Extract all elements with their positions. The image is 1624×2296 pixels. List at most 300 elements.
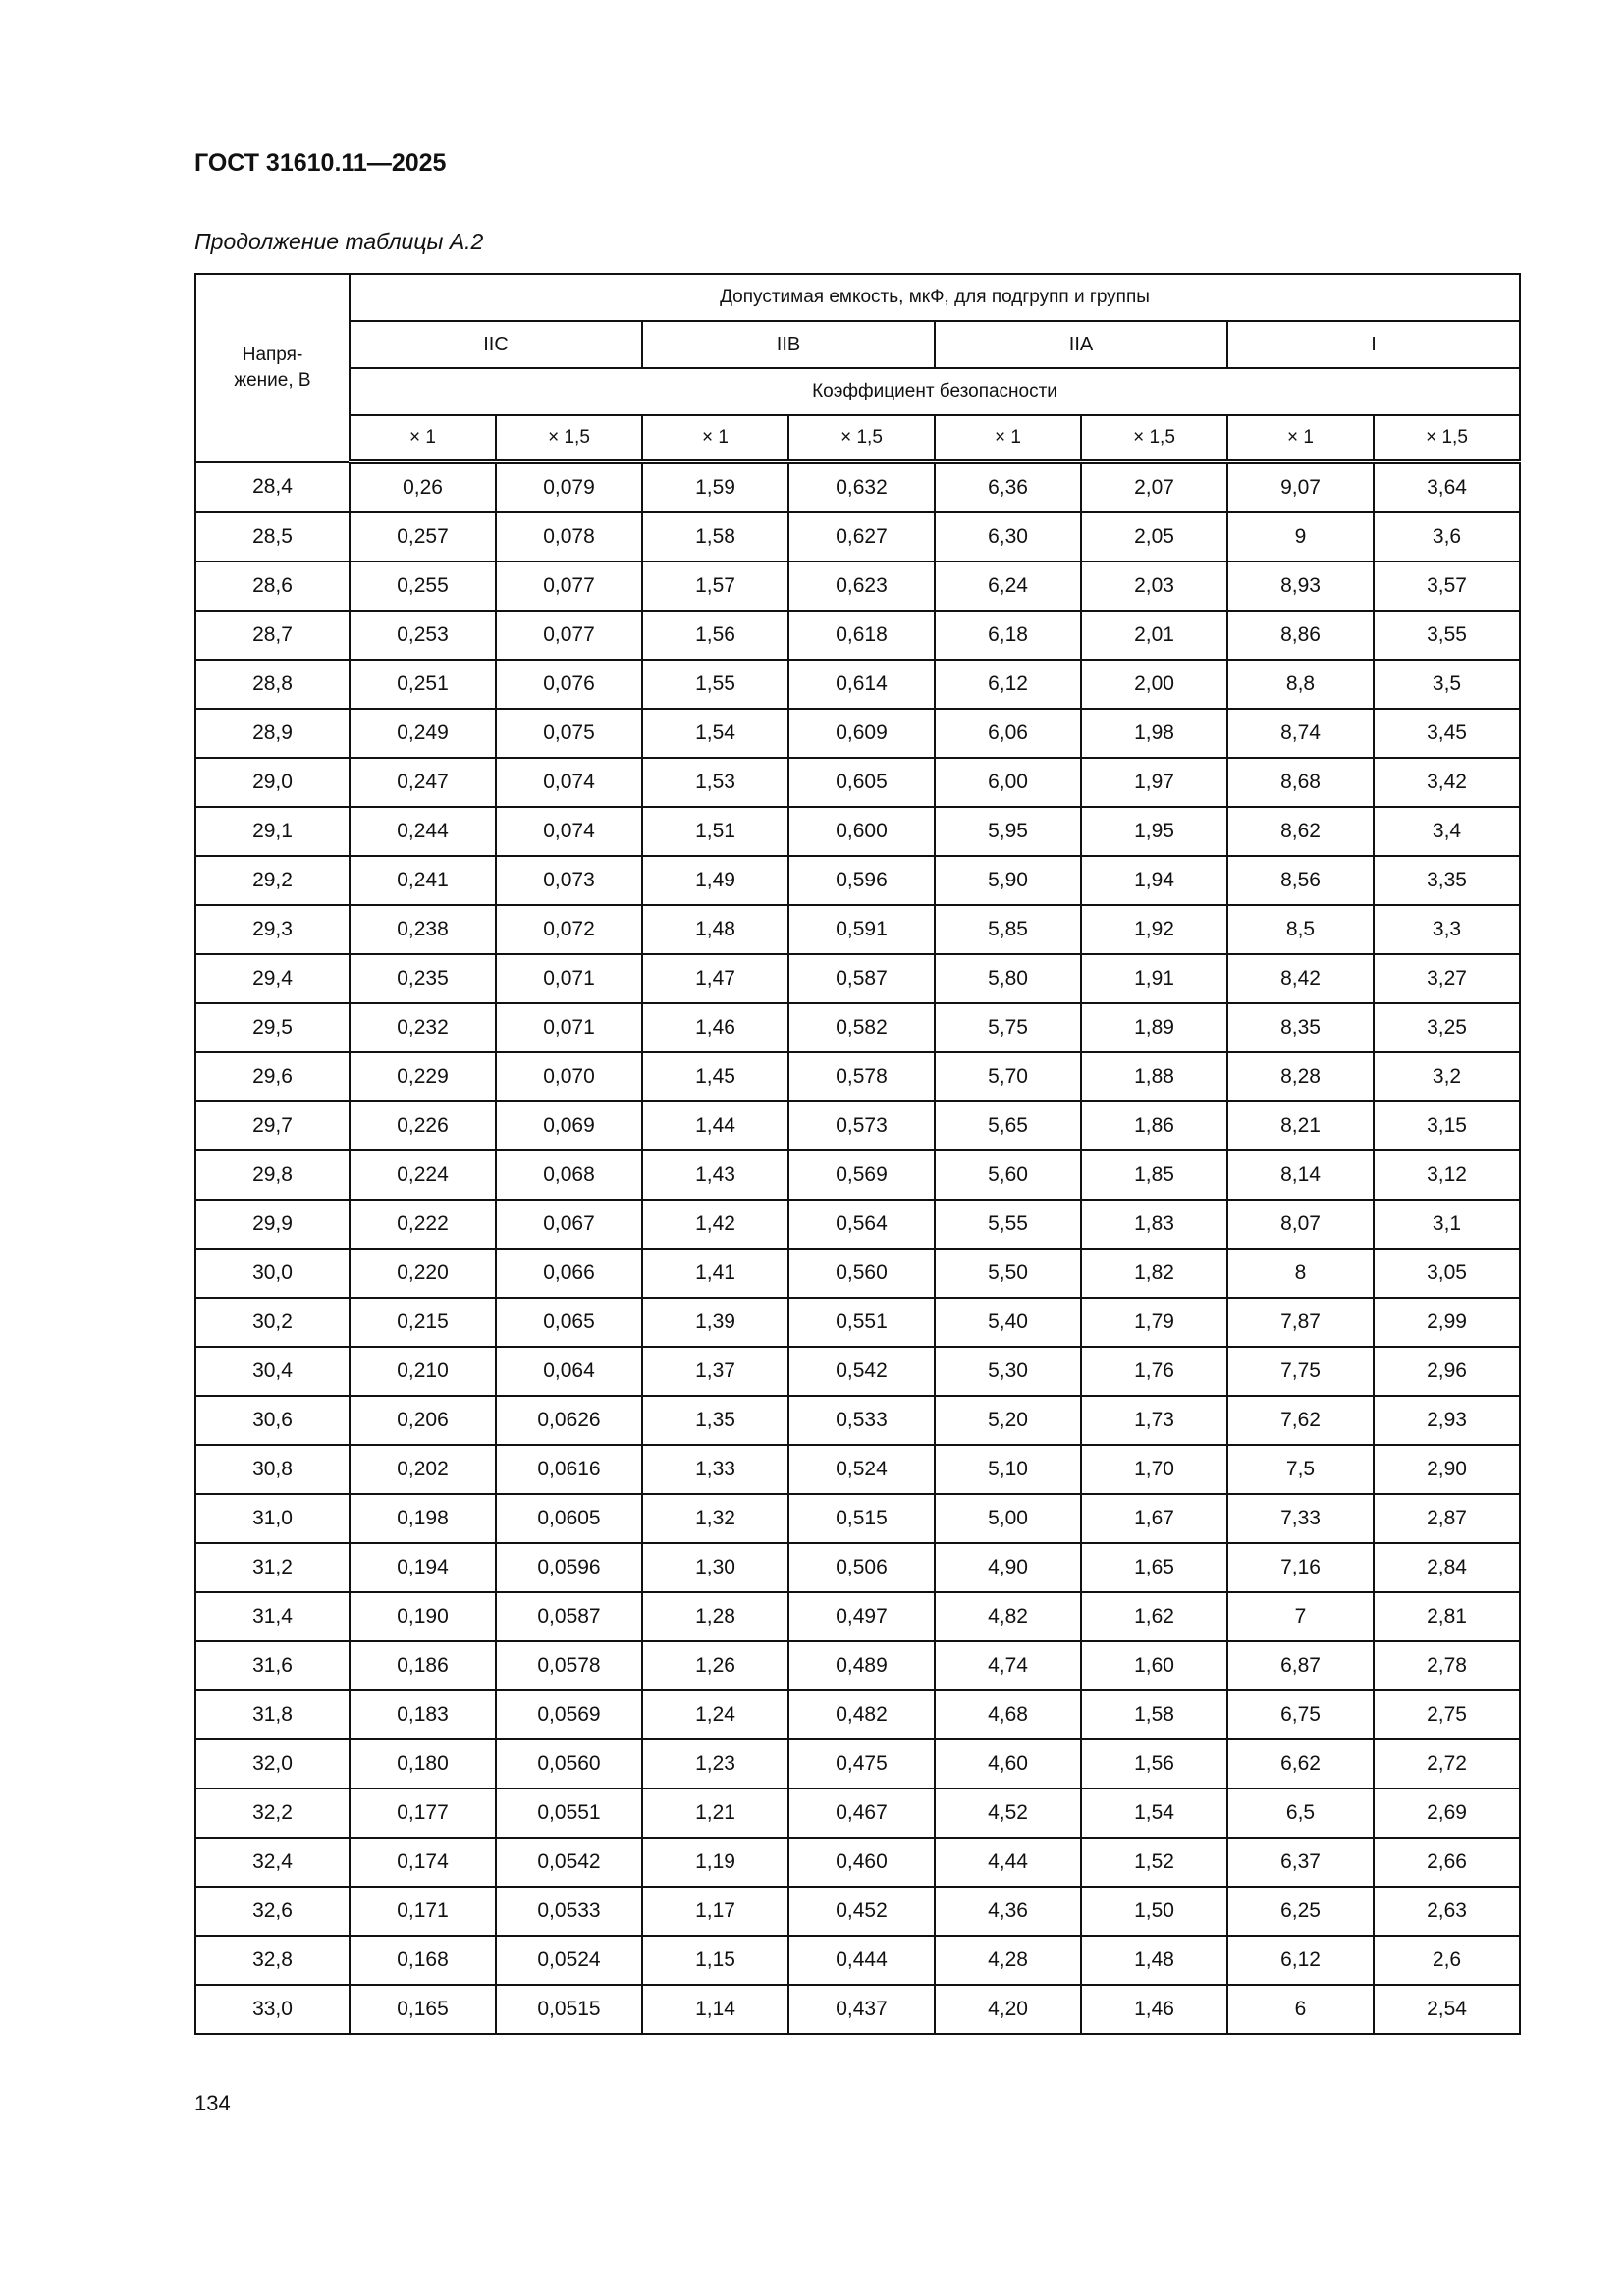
table-row bbox=[195, 1347, 1520, 1396]
capacity-cell: 1,88 bbox=[1081, 1052, 1227, 1101]
capacity-cell: 0,215 bbox=[350, 1298, 496, 1347]
capacity-cell: 1,15 bbox=[642, 1936, 788, 1985]
voltage-cell: 28,8 bbox=[195, 660, 350, 709]
capacity-cell: 0,244 bbox=[350, 807, 496, 856]
capacity-cell: 1,23 bbox=[642, 1739, 788, 1789]
voltage-cell: 31,8 bbox=[195, 1690, 350, 1739]
capacity-cell: 0,533 bbox=[788, 1396, 935, 1445]
capacity-cell: 0,482 bbox=[788, 1690, 935, 1739]
capacity-cell: 8,42 bbox=[1227, 954, 1374, 1003]
capacity-cell: 0,186 bbox=[350, 1641, 496, 1690]
capacity-cell: 2,96 bbox=[1374, 1347, 1520, 1396]
table-row bbox=[195, 1887, 1520, 1936]
table-row bbox=[195, 660, 1520, 709]
table-row bbox=[195, 954, 1520, 1003]
capacity-cell: 6,36 bbox=[935, 462, 1081, 513]
capacity-cell: 0,235 bbox=[350, 954, 496, 1003]
capacity-cell: 0,0533 bbox=[496, 1887, 642, 1936]
capacity-cell: 0,560 bbox=[788, 1249, 935, 1298]
capacity-cell: 0,452 bbox=[788, 1887, 935, 1936]
capacity-cell: 2,05 bbox=[1081, 512, 1227, 561]
capacity-cell: 6 bbox=[1227, 1985, 1374, 2034]
capacity-cell: 1,58 bbox=[1081, 1690, 1227, 1739]
voltage-cell: 33,0 bbox=[195, 1985, 350, 2034]
group-header-iia: IIA bbox=[935, 321, 1227, 368]
capacity-cell: 0,0616 bbox=[496, 1445, 642, 1494]
capacity-cell: 2,01 bbox=[1081, 611, 1227, 660]
capacity-cell: 3,42 bbox=[1374, 758, 1520, 807]
capacity-cell: 0,582 bbox=[788, 1003, 935, 1052]
capacity-cell: 0,255 bbox=[350, 561, 496, 611]
capacity-cell: 2,07 bbox=[1081, 462, 1227, 513]
capacity-cell: 5,10 bbox=[935, 1445, 1081, 1494]
capacity-cell: 1,26 bbox=[642, 1641, 788, 1690]
capacity-cell: 0,475 bbox=[788, 1739, 935, 1789]
voltage-cell: 29,7 bbox=[195, 1101, 350, 1150]
capacity-cell: 2,03 bbox=[1081, 561, 1227, 611]
capacity-cell: 2,6 bbox=[1374, 1936, 1520, 1985]
capacity-cell: 1,33 bbox=[642, 1445, 788, 1494]
capacity-cell: 1,65 bbox=[1081, 1543, 1227, 1592]
voltage-cell: 31,0 bbox=[195, 1494, 350, 1543]
capacity-cell: 0,065 bbox=[496, 1298, 642, 1347]
capacity-cell: 1,17 bbox=[642, 1887, 788, 1936]
voltage-cell: 29,1 bbox=[195, 807, 350, 856]
capacity-cell: 3,57 bbox=[1374, 561, 1520, 611]
capacity-cell: 0,190 bbox=[350, 1592, 496, 1641]
capacity-cell: 1,56 bbox=[642, 611, 788, 660]
capacity-cell: 0,251 bbox=[350, 660, 496, 709]
table-row bbox=[195, 1445, 1520, 1494]
capacity-cell: 0,064 bbox=[496, 1347, 642, 1396]
capacity-cell: 7,5 bbox=[1227, 1445, 1374, 1494]
capacity-cell: 0,0551 bbox=[496, 1789, 642, 1838]
capacity-cell: 0,623 bbox=[788, 561, 935, 611]
capacity-cell: 1,54 bbox=[1081, 1789, 1227, 1838]
capacity-cell: 0,614 bbox=[788, 660, 935, 709]
capacity-cell: 7 bbox=[1227, 1592, 1374, 1641]
capacity-cell: 0,076 bbox=[496, 660, 642, 709]
capacity-cell: 0,226 bbox=[350, 1101, 496, 1150]
capacity-cell: 1,51 bbox=[642, 807, 788, 856]
capacity-cell: 2,93 bbox=[1374, 1396, 1520, 1445]
capacity-cell: 1,14 bbox=[642, 1985, 788, 2034]
table-header bbox=[195, 274, 1520, 462]
capacity-cell: 6,06 bbox=[935, 709, 1081, 758]
capacity-cell: 1,58 bbox=[642, 512, 788, 561]
capacity-cell: 0,569 bbox=[788, 1150, 935, 1200]
capacity-cell: 3,2 bbox=[1374, 1052, 1520, 1101]
table-row bbox=[195, 1003, 1520, 1052]
voltage-header-line1: Напря- bbox=[242, 344, 303, 365]
capacity-cell: 0,257 bbox=[350, 512, 496, 561]
capacity-cell: 0,171 bbox=[350, 1887, 496, 1936]
capacity-cell: 5,75 bbox=[935, 1003, 1081, 1052]
capacity-cell: 0,0560 bbox=[496, 1739, 642, 1789]
table-row bbox=[195, 1592, 1520, 1641]
table-row bbox=[195, 1200, 1520, 1249]
voltage-cell: 30,6 bbox=[195, 1396, 350, 1445]
capacity-cell: 3,6 bbox=[1374, 512, 1520, 561]
capacity-cell: 0,0569 bbox=[496, 1690, 642, 1739]
table-row bbox=[195, 561, 1520, 611]
capacity-cell: 1,48 bbox=[642, 905, 788, 954]
voltage-cell: 29,0 bbox=[195, 758, 350, 807]
capacity-cell: 1,30 bbox=[642, 1543, 788, 1592]
voltage-header-line2: жение, В bbox=[234, 369, 311, 391]
capacity-cell: 2,78 bbox=[1374, 1641, 1520, 1690]
capacity-cell: 6,24 bbox=[935, 561, 1081, 611]
capacity-cell: 0,194 bbox=[350, 1543, 496, 1592]
table-row bbox=[195, 1101, 1520, 1150]
capacity-cell: 0,600 bbox=[788, 807, 935, 856]
voltage-cell: 31,2 bbox=[195, 1543, 350, 1592]
table-row bbox=[195, 1494, 1520, 1543]
capacity-cell: 0,249 bbox=[350, 709, 496, 758]
capacity-cell: 0,220 bbox=[350, 1249, 496, 1298]
table-row bbox=[195, 1298, 1520, 1347]
voltage-cell: 31,6 bbox=[195, 1641, 350, 1690]
table-row bbox=[195, 611, 1520, 660]
capacity-cell: 8,14 bbox=[1227, 1150, 1374, 1200]
capacity-cell: 0,206 bbox=[350, 1396, 496, 1445]
capacity-cell: 0,198 bbox=[350, 1494, 496, 1543]
capacity-cell: 0,551 bbox=[788, 1298, 935, 1347]
capacity-cell: 1,46 bbox=[642, 1003, 788, 1052]
capacity-cell: 8,5 bbox=[1227, 905, 1374, 954]
capacity-cell: 1,21 bbox=[642, 1789, 788, 1838]
capacity-cell: 1,62 bbox=[1081, 1592, 1227, 1641]
capacity-cell: 0,497 bbox=[788, 1592, 935, 1641]
capacity-cell: 1,45 bbox=[642, 1052, 788, 1101]
capacity-cell: 6,00 bbox=[935, 758, 1081, 807]
capacity-cell: 0,074 bbox=[496, 807, 642, 856]
capacity-cell: 6,75 bbox=[1227, 1690, 1374, 1739]
capacity-cell: 9,07 bbox=[1227, 462, 1374, 513]
capacity-cell: 1,35 bbox=[642, 1396, 788, 1445]
table-row bbox=[195, 1838, 1520, 1887]
capacity-cell: 1,97 bbox=[1081, 758, 1227, 807]
capacity-cell: 1,46 bbox=[1081, 1985, 1227, 2034]
capacity-cell: 4,20 bbox=[935, 1985, 1081, 2034]
capacity-cell: 4,82 bbox=[935, 1592, 1081, 1641]
voltage-cell: 28,7 bbox=[195, 611, 350, 660]
table-row bbox=[195, 807, 1520, 856]
capacity-header: Допустимая емкость, мкФ, для подгрупп и группы bbox=[350, 274, 1520, 321]
factor-header: × 1 bbox=[642, 415, 788, 462]
capacity-cell: 8,07 bbox=[1227, 1200, 1374, 1249]
capacity-cell: 0,587 bbox=[788, 954, 935, 1003]
table-row bbox=[195, 758, 1520, 807]
capacity-cell: 0,605 bbox=[788, 758, 935, 807]
capacity-cell: 8,68 bbox=[1227, 758, 1374, 807]
voltage-cell: 28,9 bbox=[195, 709, 350, 758]
voltage-cell: 30,0 bbox=[195, 1249, 350, 1298]
capacity-cell: 1,55 bbox=[642, 660, 788, 709]
capacity-cell: 7,75 bbox=[1227, 1347, 1374, 1396]
capacity-cell: 1,54 bbox=[642, 709, 788, 758]
capacity-cell: 6,5 bbox=[1227, 1789, 1374, 1838]
table-row bbox=[195, 856, 1520, 905]
voltage-cell: 31,4 bbox=[195, 1592, 350, 1641]
capacity-cell: 6,18 bbox=[935, 611, 1081, 660]
capacity-cell: 1,73 bbox=[1081, 1396, 1227, 1445]
voltage-cell: 29,5 bbox=[195, 1003, 350, 1052]
capacity-cell: 0,183 bbox=[350, 1690, 496, 1739]
capacity-cell: 6,37 bbox=[1227, 1838, 1374, 1887]
capacity-cell: 5,70 bbox=[935, 1052, 1081, 1101]
capacity-cell: 0,542 bbox=[788, 1347, 935, 1396]
capacity-cell: 4,36 bbox=[935, 1887, 1081, 1936]
capacity-cell: 4,28 bbox=[935, 1936, 1081, 1985]
capacity-cell: 4,60 bbox=[935, 1739, 1081, 1789]
capacity-cell: 5,95 bbox=[935, 807, 1081, 856]
capacity-cell: 0,0524 bbox=[496, 1936, 642, 1985]
capacity-cell: 0,077 bbox=[496, 561, 642, 611]
capacity-cell: 9 bbox=[1227, 512, 1374, 561]
capacity-cell: 3,35 bbox=[1374, 856, 1520, 905]
factor-header: × 1 bbox=[350, 415, 496, 462]
capacity-cell: 1,50 bbox=[1081, 1887, 1227, 1936]
capacity-cell: 1,86 bbox=[1081, 1101, 1227, 1150]
voltage-cell: 32,6 bbox=[195, 1887, 350, 1936]
capacity-cell: 5,30 bbox=[935, 1347, 1081, 1396]
capacity-cell: 3,15 bbox=[1374, 1101, 1520, 1150]
capacity-cell: 1,98 bbox=[1081, 709, 1227, 758]
table-caption: Продолжение таблицы А.2 bbox=[194, 229, 484, 254]
capacity-cell: 0,618 bbox=[788, 611, 935, 660]
capacity-cell: 5,00 bbox=[935, 1494, 1081, 1543]
capacity-cell: 1,19 bbox=[642, 1838, 788, 1887]
capacity-cell: 5,80 bbox=[935, 954, 1081, 1003]
capacity-cell: 5,55 bbox=[935, 1200, 1081, 1249]
capacity-cell: 8 bbox=[1227, 1249, 1374, 1298]
capacity-cell: 1,56 bbox=[1081, 1739, 1227, 1789]
capacity-cell: 3,25 bbox=[1374, 1003, 1520, 1052]
capacity-cell: 6,12 bbox=[1227, 1936, 1374, 1985]
capacity-cell: 0,609 bbox=[788, 709, 935, 758]
capacity-cell: 8,56 bbox=[1227, 856, 1374, 905]
capacity-cell: 8,21 bbox=[1227, 1101, 1374, 1150]
capacity-cell: 4,74 bbox=[935, 1641, 1081, 1690]
capacity-cell: 8,93 bbox=[1227, 561, 1374, 611]
capacity-cell: 0,437 bbox=[788, 1985, 935, 2034]
capacity-cell: 1,59 bbox=[642, 462, 788, 513]
capacity-cell: 0,506 bbox=[788, 1543, 935, 1592]
capacity-cell: 3,5 bbox=[1374, 660, 1520, 709]
table-row bbox=[195, 1936, 1520, 1985]
capacity-cell: 7,87 bbox=[1227, 1298, 1374, 1347]
voltage-cell: 28,4 bbox=[195, 462, 350, 513]
capacity-cell: 0,564 bbox=[788, 1200, 935, 1249]
capacity-cell: 0,077 bbox=[496, 611, 642, 660]
capacity-cell: 3,12 bbox=[1374, 1150, 1520, 1200]
voltage-cell: 32,8 bbox=[195, 1936, 350, 1985]
capacity-cell: 1,47 bbox=[642, 954, 788, 1003]
capacity-cell: 0,229 bbox=[350, 1052, 496, 1101]
table-row bbox=[195, 1543, 1520, 1592]
capacity-cell: 0,072 bbox=[496, 905, 642, 954]
capacity-cell: 0,168 bbox=[350, 1936, 496, 1985]
capacity-cell: 0,238 bbox=[350, 905, 496, 954]
table-row bbox=[195, 905, 1520, 954]
capacity-cell: 1,76 bbox=[1081, 1347, 1227, 1396]
capacity-cell: 8,74 bbox=[1227, 709, 1374, 758]
capacity-cell: 7,62 bbox=[1227, 1396, 1374, 1445]
capacity-cell: 0,0596 bbox=[496, 1543, 642, 1592]
capacity-cell: 3,55 bbox=[1374, 611, 1520, 660]
table-row bbox=[195, 1150, 1520, 1200]
capacity-cell: 1,70 bbox=[1081, 1445, 1227, 1494]
capacity-cell: 1,79 bbox=[1081, 1298, 1227, 1347]
capacity-cell: 2,72 bbox=[1374, 1739, 1520, 1789]
capacity-cell: 5,50 bbox=[935, 1249, 1081, 1298]
capacity-cell: 5,20 bbox=[935, 1396, 1081, 1445]
voltage-cell: 30,2 bbox=[195, 1298, 350, 1347]
capacity-cell: 4,52 bbox=[935, 1789, 1081, 1838]
table-row bbox=[195, 1052, 1520, 1101]
capacitance-table bbox=[194, 273, 1521, 2035]
voltage-cell: 29,9 bbox=[195, 1200, 350, 1249]
capacity-cell: 5,85 bbox=[935, 905, 1081, 954]
capacity-cell: 3,4 bbox=[1374, 807, 1520, 856]
capacity-cell: 2,84 bbox=[1374, 1543, 1520, 1592]
capacity-cell: 3,27 bbox=[1374, 954, 1520, 1003]
capacity-cell: 0,165 bbox=[350, 1985, 496, 2034]
capacity-cell: 0,180 bbox=[350, 1739, 496, 1789]
table-row bbox=[195, 462, 1520, 513]
capacity-cell: 8,8 bbox=[1227, 660, 1374, 709]
capacity-cell: 5,65 bbox=[935, 1101, 1081, 1150]
factor-header: × 1 bbox=[1227, 415, 1374, 462]
capacity-cell: 1,57 bbox=[642, 561, 788, 611]
capacity-cell: 1,49 bbox=[642, 856, 788, 905]
capacity-cell: 0,467 bbox=[788, 1789, 935, 1838]
capacity-cell: 0,071 bbox=[496, 1003, 642, 1052]
capacity-cell: 0,067 bbox=[496, 1200, 642, 1249]
voltage-cell: 29,8 bbox=[195, 1150, 350, 1200]
voltage-cell: 30,4 bbox=[195, 1347, 350, 1396]
capacity-cell: 4,90 bbox=[935, 1543, 1081, 1592]
voltage-cell: 32,4 bbox=[195, 1838, 350, 1887]
capacity-cell: 3,1 bbox=[1374, 1200, 1520, 1249]
capacity-cell: 8,86 bbox=[1227, 611, 1374, 660]
table-row bbox=[195, 1249, 1520, 1298]
capacity-cell: 1,42 bbox=[642, 1200, 788, 1249]
capacity-cell: 0,066 bbox=[496, 1249, 642, 1298]
capacity-cell: 2,90 bbox=[1374, 1445, 1520, 1494]
capacity-cell: 5,90 bbox=[935, 856, 1081, 905]
capacity-cell: 1,39 bbox=[642, 1298, 788, 1347]
capacity-cell: 6,25 bbox=[1227, 1887, 1374, 1936]
capacity-cell: 1,89 bbox=[1081, 1003, 1227, 1052]
capacity-cell: 5,60 bbox=[935, 1150, 1081, 1200]
capacity-cell: 1,37 bbox=[642, 1347, 788, 1396]
group-header-iic: IIC bbox=[350, 321, 642, 368]
capacity-cell: 1,60 bbox=[1081, 1641, 1227, 1690]
capacity-cell: 0,071 bbox=[496, 954, 642, 1003]
voltage-cell: 29,4 bbox=[195, 954, 350, 1003]
capacity-cell: 1,94 bbox=[1081, 856, 1227, 905]
voltage-cell: 32,0 bbox=[195, 1739, 350, 1789]
capacity-cell: 1,95 bbox=[1081, 807, 1227, 856]
capacity-cell: 0,489 bbox=[788, 1641, 935, 1690]
capacity-cell: 0,253 bbox=[350, 611, 496, 660]
capacity-cell: 0,627 bbox=[788, 512, 935, 561]
capacity-cell: 1,32 bbox=[642, 1494, 788, 1543]
capacity-cell: 1,43 bbox=[642, 1150, 788, 1200]
capacity-cell: 6,30 bbox=[935, 512, 1081, 561]
capacity-cell: 7,33 bbox=[1227, 1494, 1374, 1543]
capacity-cell: 2,69 bbox=[1374, 1789, 1520, 1838]
capacity-cell: 1,48 bbox=[1081, 1936, 1227, 1985]
capacity-cell: 0,0515 bbox=[496, 1985, 642, 2034]
capacity-cell: 2,00 bbox=[1081, 660, 1227, 709]
table-row bbox=[195, 1739, 1520, 1789]
capacity-cell: 0,515 bbox=[788, 1494, 935, 1543]
table-row bbox=[195, 1985, 1520, 2034]
table-row bbox=[195, 1789, 1520, 1838]
capacity-cell: 1,24 bbox=[642, 1690, 788, 1739]
voltage-cell: 29,6 bbox=[195, 1052, 350, 1101]
capacity-cell: 0,0578 bbox=[496, 1641, 642, 1690]
table-row bbox=[195, 1396, 1520, 1445]
voltage-cell: 28,6 bbox=[195, 561, 350, 611]
capacity-cell: 0,222 bbox=[350, 1200, 496, 1249]
capacity-cell: 0,079 bbox=[496, 462, 642, 513]
capacity-cell: 5,40 bbox=[935, 1298, 1081, 1347]
factor-header: × 1,5 bbox=[788, 415, 935, 462]
group-header-iib: IIB bbox=[642, 321, 935, 368]
capacity-cell: 0,075 bbox=[496, 709, 642, 758]
capacity-cell: 1,83 bbox=[1081, 1200, 1227, 1249]
capacity-cell: 0,0605 bbox=[496, 1494, 642, 1543]
table-row bbox=[195, 1690, 1520, 1739]
voltage-cell: 29,3 bbox=[195, 905, 350, 954]
capacity-cell: 2,81 bbox=[1374, 1592, 1520, 1641]
table-row bbox=[195, 512, 1520, 561]
voltage-cell: 28,5 bbox=[195, 512, 350, 561]
capacity-cell: 0,078 bbox=[496, 512, 642, 561]
capacity-cell: 0,460 bbox=[788, 1838, 935, 1887]
capacity-cell: 3,05 bbox=[1374, 1249, 1520, 1298]
voltage-cell: 29,2 bbox=[195, 856, 350, 905]
voltage-header bbox=[195, 274, 350, 462]
capacity-cell: 0,591 bbox=[788, 905, 935, 954]
capacity-cell: 0,444 bbox=[788, 1936, 935, 1985]
page-number: 134 bbox=[194, 2091, 231, 2115]
capacity-cell: 0,0626 bbox=[496, 1396, 642, 1445]
capacity-cell: 2,63 bbox=[1374, 1887, 1520, 1936]
capacity-cell: 8,35 bbox=[1227, 1003, 1374, 1052]
capacity-cell: 1,91 bbox=[1081, 954, 1227, 1003]
capacity-cell: 1,52 bbox=[1081, 1838, 1227, 1887]
capacity-cell: 0,0587 bbox=[496, 1592, 642, 1641]
capacity-cell: 0,524 bbox=[788, 1445, 935, 1494]
capacity-cell: 1,85 bbox=[1081, 1150, 1227, 1200]
capacity-cell: 3,3 bbox=[1374, 905, 1520, 954]
capacity-cell: 2,87 bbox=[1374, 1494, 1520, 1543]
document-title: ГОСТ 31610.11—2025 bbox=[194, 149, 447, 177]
capacity-cell: 0,068 bbox=[496, 1150, 642, 1200]
capacity-cell: 1,92 bbox=[1081, 905, 1227, 954]
capacity-cell: 6,62 bbox=[1227, 1739, 1374, 1789]
group-header-i: I bbox=[1227, 321, 1520, 368]
safety-factor-header: Коэффициент безопасности bbox=[350, 368, 1520, 415]
capacity-cell: 6,87 bbox=[1227, 1641, 1374, 1690]
capacity-cell: 8,28 bbox=[1227, 1052, 1374, 1101]
capacity-cell: 0,241 bbox=[350, 856, 496, 905]
